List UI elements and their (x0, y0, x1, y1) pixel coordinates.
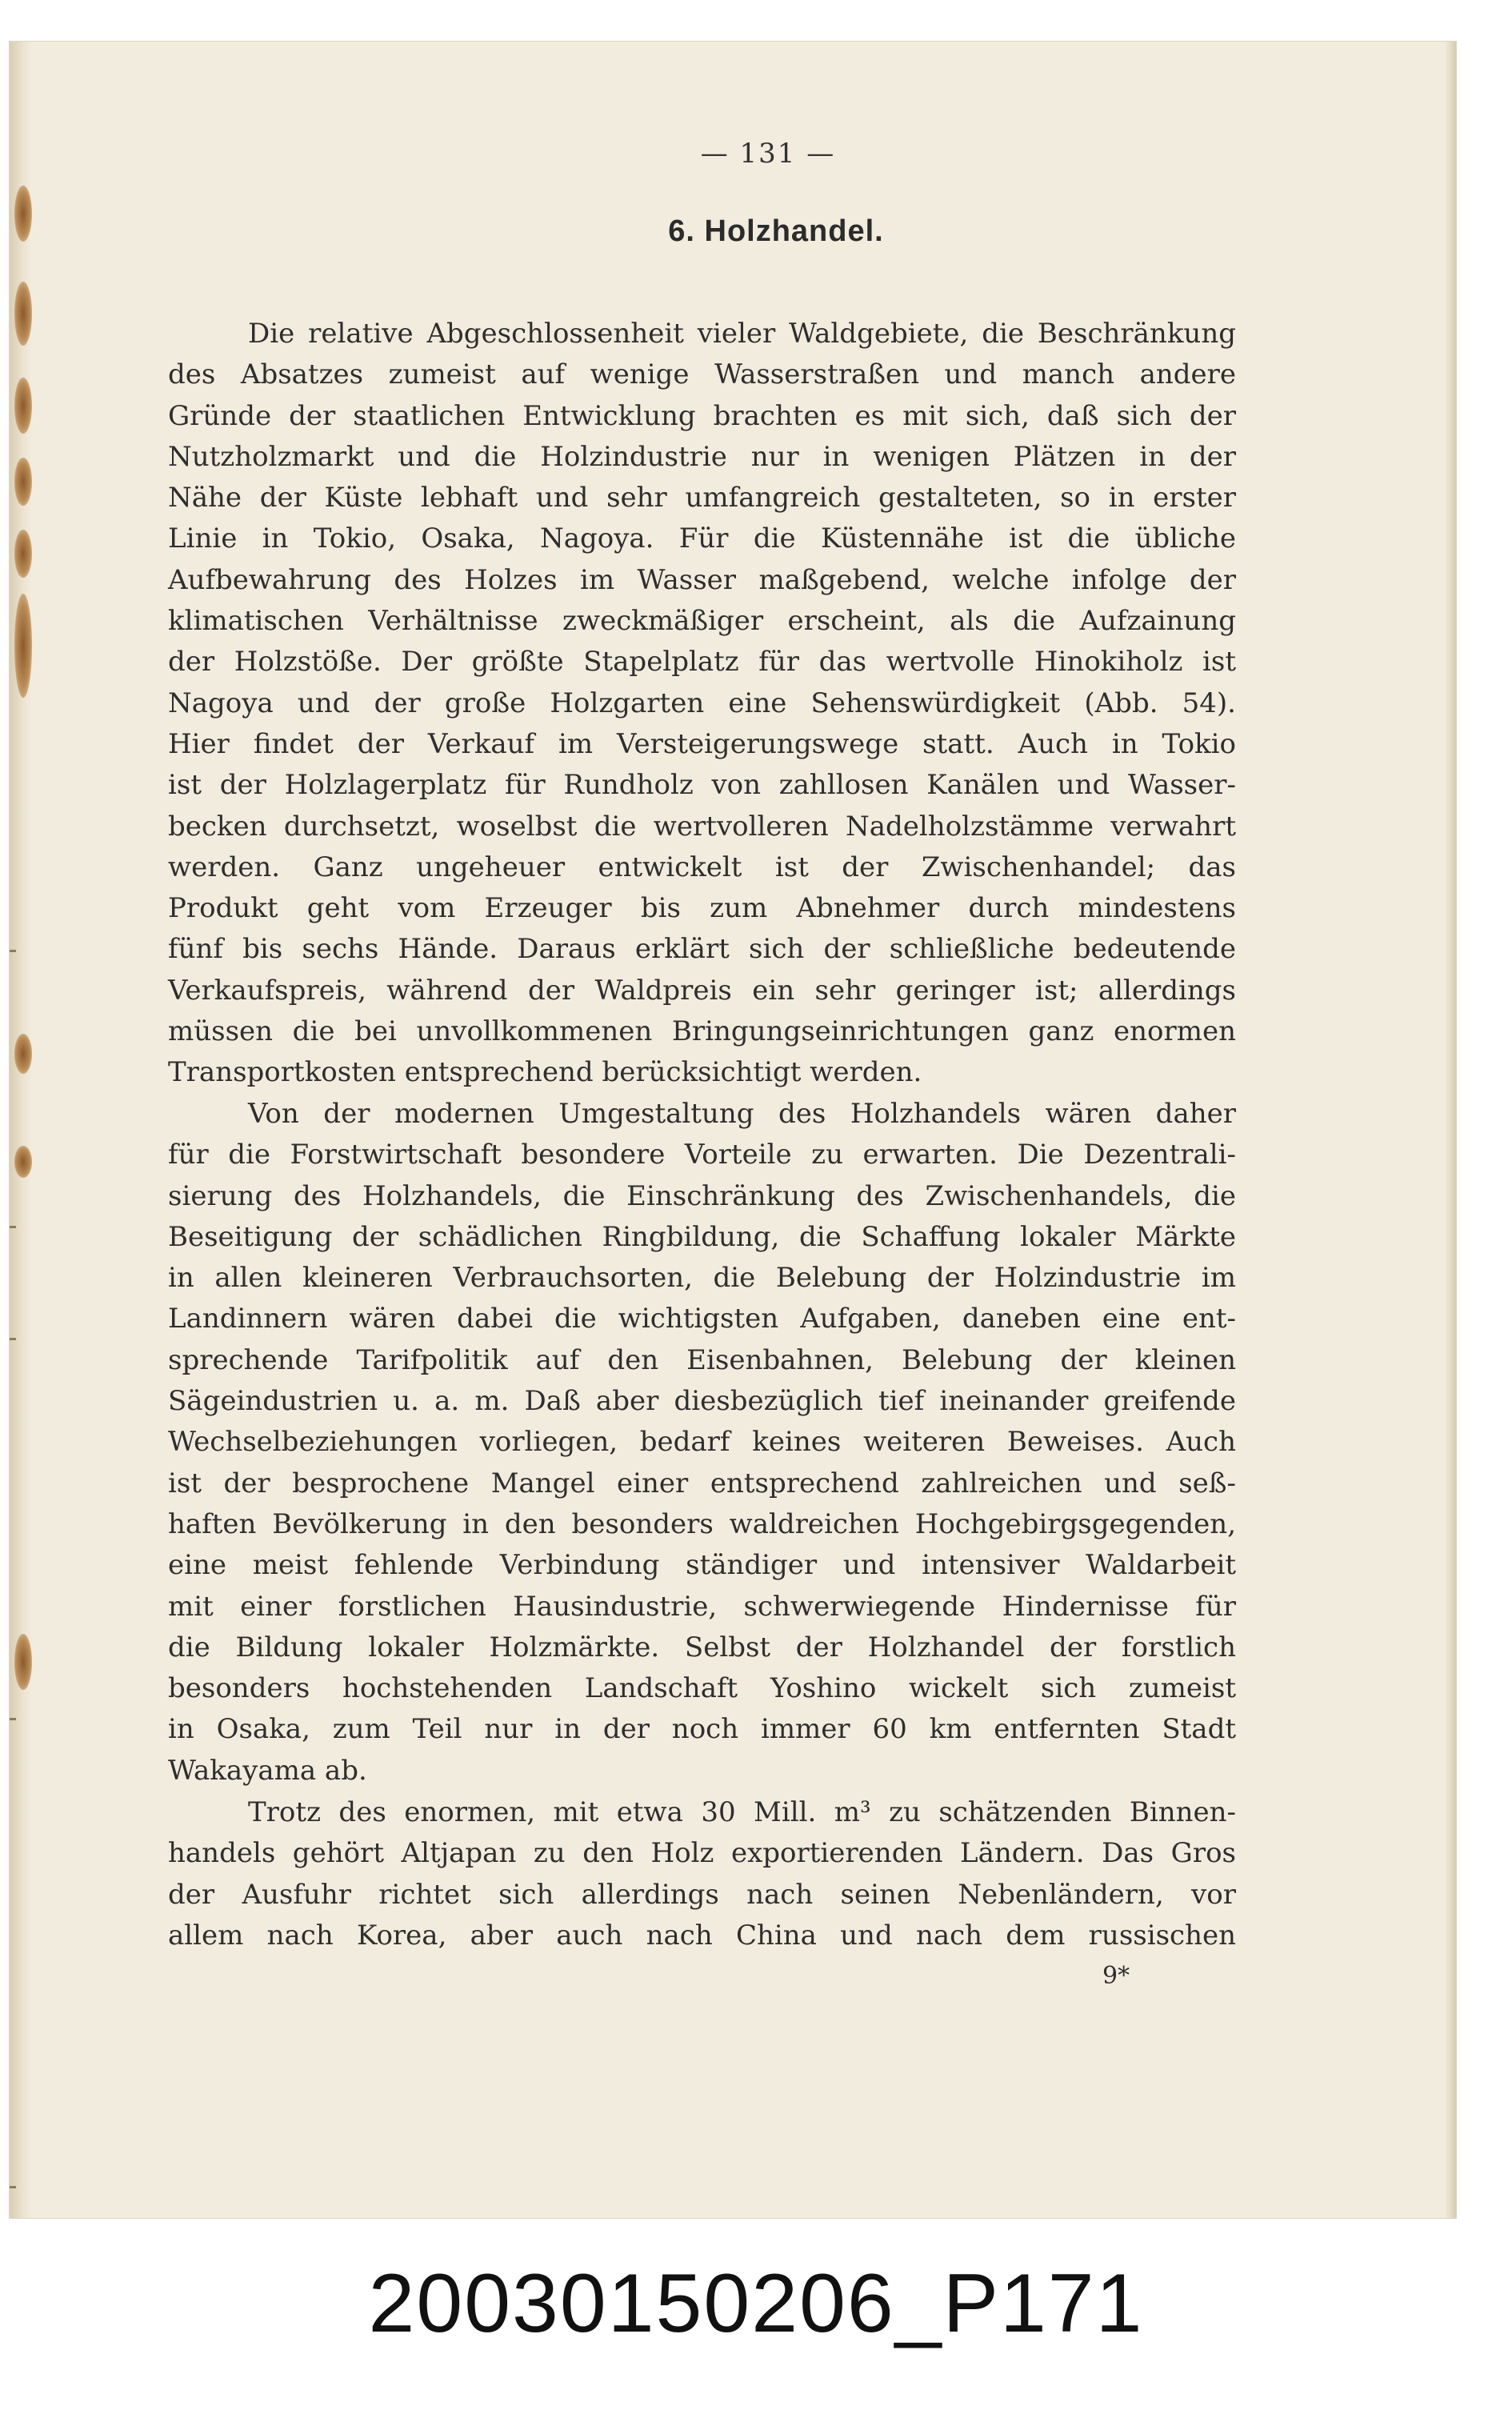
text-line: handels gehört Altjapan zu den Holz exportierenden Ländern. Das Gros (168, 1837, 1236, 1870)
binding-stain (14, 1034, 32, 1074)
page-edge (1445, 42, 1456, 2218)
binding-stain (14, 594, 32, 698)
text-line: besonders hochstehenden Landschaft Yoshino wickelt sich zumeist (168, 1672, 1236, 1705)
text-line: haften Bevölkerung in den besonders waldreichen Hochgebirgsgegenden, (168, 1507, 1236, 1540)
text-line: die Bildung lokaler Holzmärkte. Selbst der Holzhandel der forstlich (168, 1631, 1236, 1663)
text-line: becken durchsetzt, woselbst die wertvolleren Nadelholzstämme verwahrt (168, 810, 1236, 843)
text-line: Die relative Abgeschlossenheit vieler Waldgebiete, die Beschränkung (248, 318, 1236, 350)
binding-stain (14, 458, 32, 506)
text-line: in allen kleineren Verbrauchsorten, die Belebung der Holzindustrie im (168, 1262, 1236, 1295)
text-line: Hier findet der Verkauf im Versteigerungswege statt. Auch in Tokio (168, 727, 1236, 760)
text-line: für die Forstwirtschaft besondere Vorteile zu erwarten. Die Dezentrali- (168, 1139, 1236, 1171)
text-line: Nähe der Küste lebhaft und sehr umfangreich gestalteten, so in erster (168, 482, 1236, 514)
text-line: Verkaufspreis, während der Waldpreis ein sehr geringer ist; allerdings (168, 974, 1236, 1007)
text-line: in Osaka, zum Teil nur in der noch immer 60 km entfernten Stadt (168, 1713, 1236, 1746)
text-line: der Holzstöße. Der größte Stapelplatz für das wertvolle Hinokiholz ist (168, 646, 1236, 679)
paragraph-1 (168, 314, 1236, 1094)
text-line: Gründe der staatlichen Entwicklung brachten es mit sich, daß sich der (168, 399, 1236, 432)
binding-stain (14, 1146, 32, 1178)
text-line: Nutzholzmarkt und die Holzindustrie nur in wenigen Plätzen in der (168, 440, 1236, 473)
binding-stain (14, 378, 32, 434)
text-line: Linie in Tokio, Osaka, Nagoya. Für die Küstennähe ist die übliche (168, 522, 1236, 555)
text-line: Von der modernen Umgestaltung des Holzhandels wären daher (248, 1098, 1236, 1130)
section-title: 6. Holzhandel. (668, 214, 884, 248)
binding-stain (14, 282, 32, 346)
text-line: eine meist fehlende Verbindung ständiger und intensiver Waldarbeit (168, 1549, 1236, 1582)
text-line: Transportkosten entsprechend berücksichtigt werden. (168, 1056, 922, 1089)
binding-stain (14, 1634, 32, 1690)
text-line: Beseitigung der schädlichen Ringbildung, die Schaffung lokaler Märkte (168, 1220, 1236, 1253)
text-line: allem nach Korea, aber auch nach China und nach dem russischen (168, 1919, 1236, 1952)
text-line: ist der besprochene Mangel einer entsprechend zahlreichen und seß- (168, 1467, 1236, 1499)
gutter-mark (10, 1226, 16, 1228)
text-line: mit einer forstlichen Hausindustrie, schwerwiegende Hindernisse für (168, 1590, 1236, 1623)
text-line: werden. Ganz ungeheuer entwickelt ist der Zwischenhandel; das (168, 851, 1236, 883)
text-line: der Ausfuhr richtet sich allerdings nach seinen Nebenländern, vor (168, 1878, 1236, 1911)
catalog-id: 20030150206_P171 (368, 2257, 1144, 2350)
gutter-mark (10, 1338, 16, 1340)
text-line: Nagoya und der große Holzgarten eine Sehenswürdigkeit (Abb. 54). (168, 687, 1236, 719)
text-line: Trotz des enormen, mit etwa 30 Mill. m³ zu schätzenden Binnen- (248, 1796, 1236, 1828)
page-gutter (10, 42, 32, 2218)
text-line: sierung des Holzhandels, die Einschränkung des Zwischenhandels, die (168, 1179, 1236, 1212)
text-line: Landinnern wären dabei die wichtigsten Aufgaben, daneben eine ent- (168, 1303, 1236, 1335)
text-line: Wechselbeziehungen vorliegen, bedarf keines weiteren Beweises. Auch (168, 1426, 1236, 1459)
text-line: müssen die bei unvollkommenen Bringungseinrichtungen ganz enormen (168, 1015, 1236, 1048)
text-line: klimatischen Verhältnisse zweckmäßiger erscheint, als die Aufzainung (168, 605, 1236, 638)
text-line: fünf bis sechs Hände. Daraus erklärt sich der schließliche bedeutende (168, 933, 1236, 966)
text-line: Aufbewahrung des Holzes im Wasser maßgebend, welche infolge der (168, 563, 1236, 596)
text-line: sprechende Tarifpolitik auf den Eisenbahnen, Belebung der kleinen (168, 1343, 1236, 1376)
text-line: ist der Holzlagerplatz für Rundholz von zahllosen Kanälen und Wasser- (168, 769, 1236, 802)
binding-stain (14, 530, 32, 578)
binding-stain (14, 186, 32, 242)
text-line: Wakayama ab. (168, 1754, 367, 1787)
text-line: des Absatzes zumeist auf wenige Wasserstraßen und manch andere (168, 358, 1236, 391)
text-line: Sägeindustrien u. a. m. Daß aber diesbezüglich tief ineinander greifende (168, 1385, 1236, 1418)
signature-mark: 9* (1102, 1962, 1130, 1990)
paragraph-3 (168, 1792, 1236, 1956)
gutter-mark (10, 950, 16, 952)
text-line: Produkt geht vom Erzeuger bis zum Abnehmer durch mindestens (168, 892, 1236, 925)
gutter-mark (10, 1718, 16, 1720)
gutter-mark (10, 2186, 16, 2188)
page-number: — 131 — (700, 138, 836, 170)
paragraph-2 (168, 1094, 1236, 1791)
